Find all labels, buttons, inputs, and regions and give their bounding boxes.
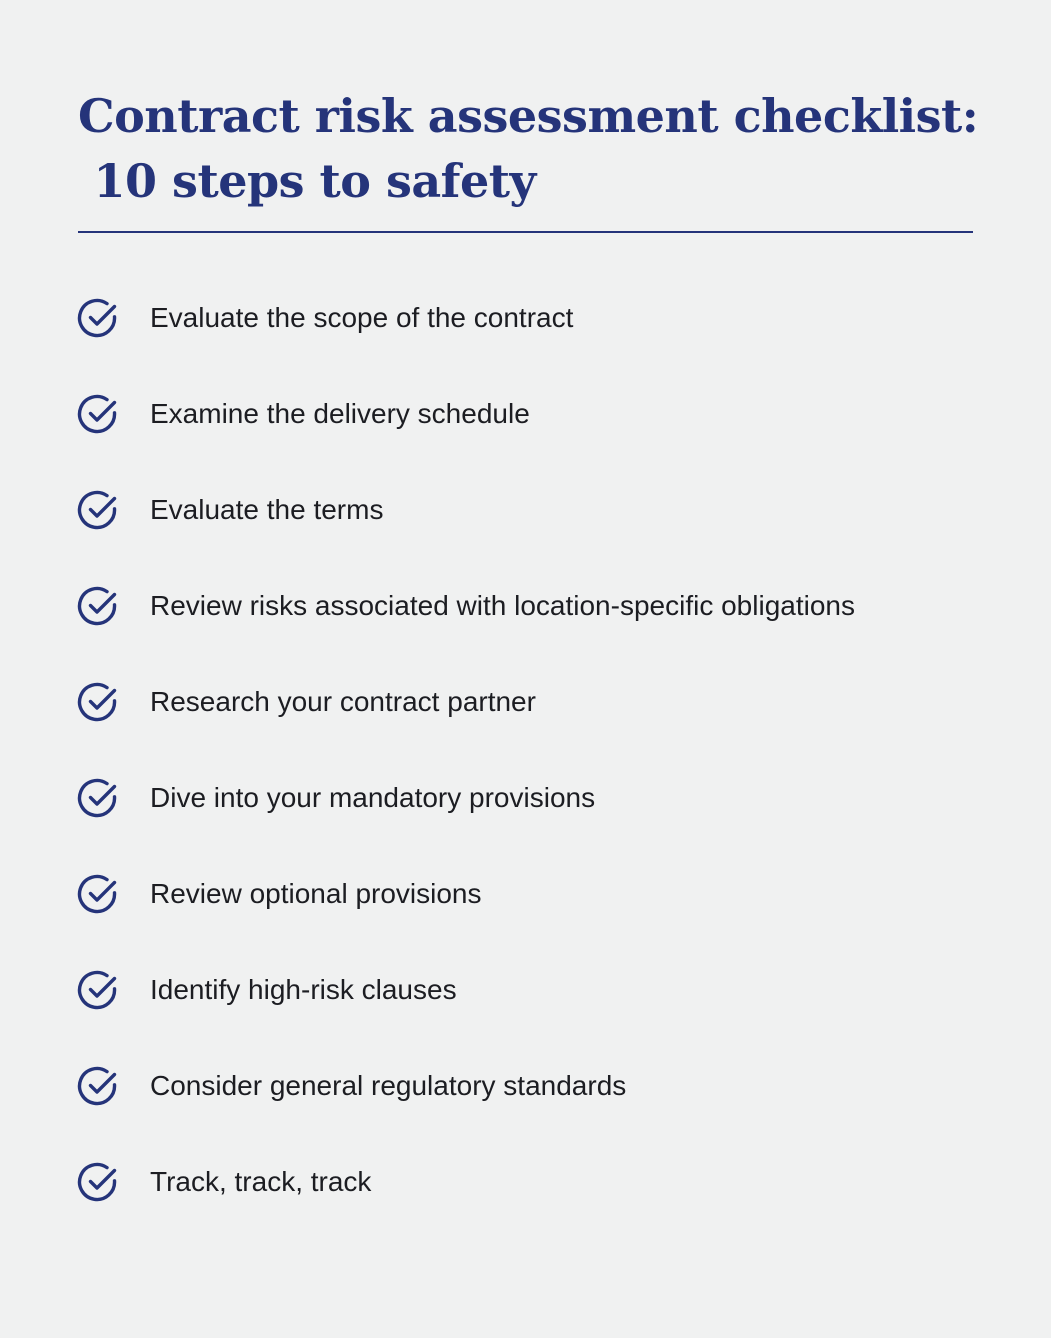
checklist-item	[76, 942, 855, 1038]
check-circle-icon	[76, 872, 120, 916]
checklist-item-label: Track, track, track	[150, 1166, 372, 1197]
checklist-item	[76, 462, 855, 558]
checklist-item-label: Review risks associated with location-specific obligations	[150, 590, 855, 621]
checklist-item-label: Consider general regulatory standards	[150, 1070, 627, 1101]
checklist-item	[76, 846, 855, 942]
checklist-item-label: Research your contract partner	[150, 686, 536, 717]
checklist-item	[76, 750, 855, 846]
checklist-item	[76, 1134, 855, 1230]
checklist-item	[76, 558, 855, 654]
checklist-item	[76, 366, 855, 462]
checklist-item-label: Identify high-risk clauses	[150, 974, 457, 1005]
checklist-item	[76, 270, 855, 366]
page-title	[78, 84, 978, 214]
check-circle-icon	[76, 1064, 120, 1108]
check-circle-icon	[76, 680, 120, 724]
check-circle-icon	[76, 296, 120, 340]
check-circle-icon	[76, 776, 120, 820]
checklist-item-label: Evaluate the terms	[150, 494, 384, 525]
check-circle-icon	[76, 392, 120, 436]
checklist-item-label: Evaluate the scope of the contract	[150, 302, 574, 333]
check-circle-icon	[76, 584, 120, 628]
checklist-item-label: Examine the delivery schedule	[150, 398, 530, 429]
title-line-2: 10 steps to safety	[78, 154, 536, 208]
checklist	[76, 270, 855, 1230]
checklist-item	[76, 654, 855, 750]
title-divider	[78, 231, 973, 233]
check-circle-icon	[76, 488, 120, 532]
checklist-item	[76, 1038, 855, 1134]
title-line-1: Contract risk assessment checklist:	[78, 89, 979, 143]
checklist-item-label: Dive into your mandatory provisions	[150, 782, 596, 813]
check-circle-icon	[76, 1160, 120, 1204]
checklist-item-label: Review optional provisions	[150, 878, 482, 909]
check-circle-icon	[76, 968, 120, 1012]
